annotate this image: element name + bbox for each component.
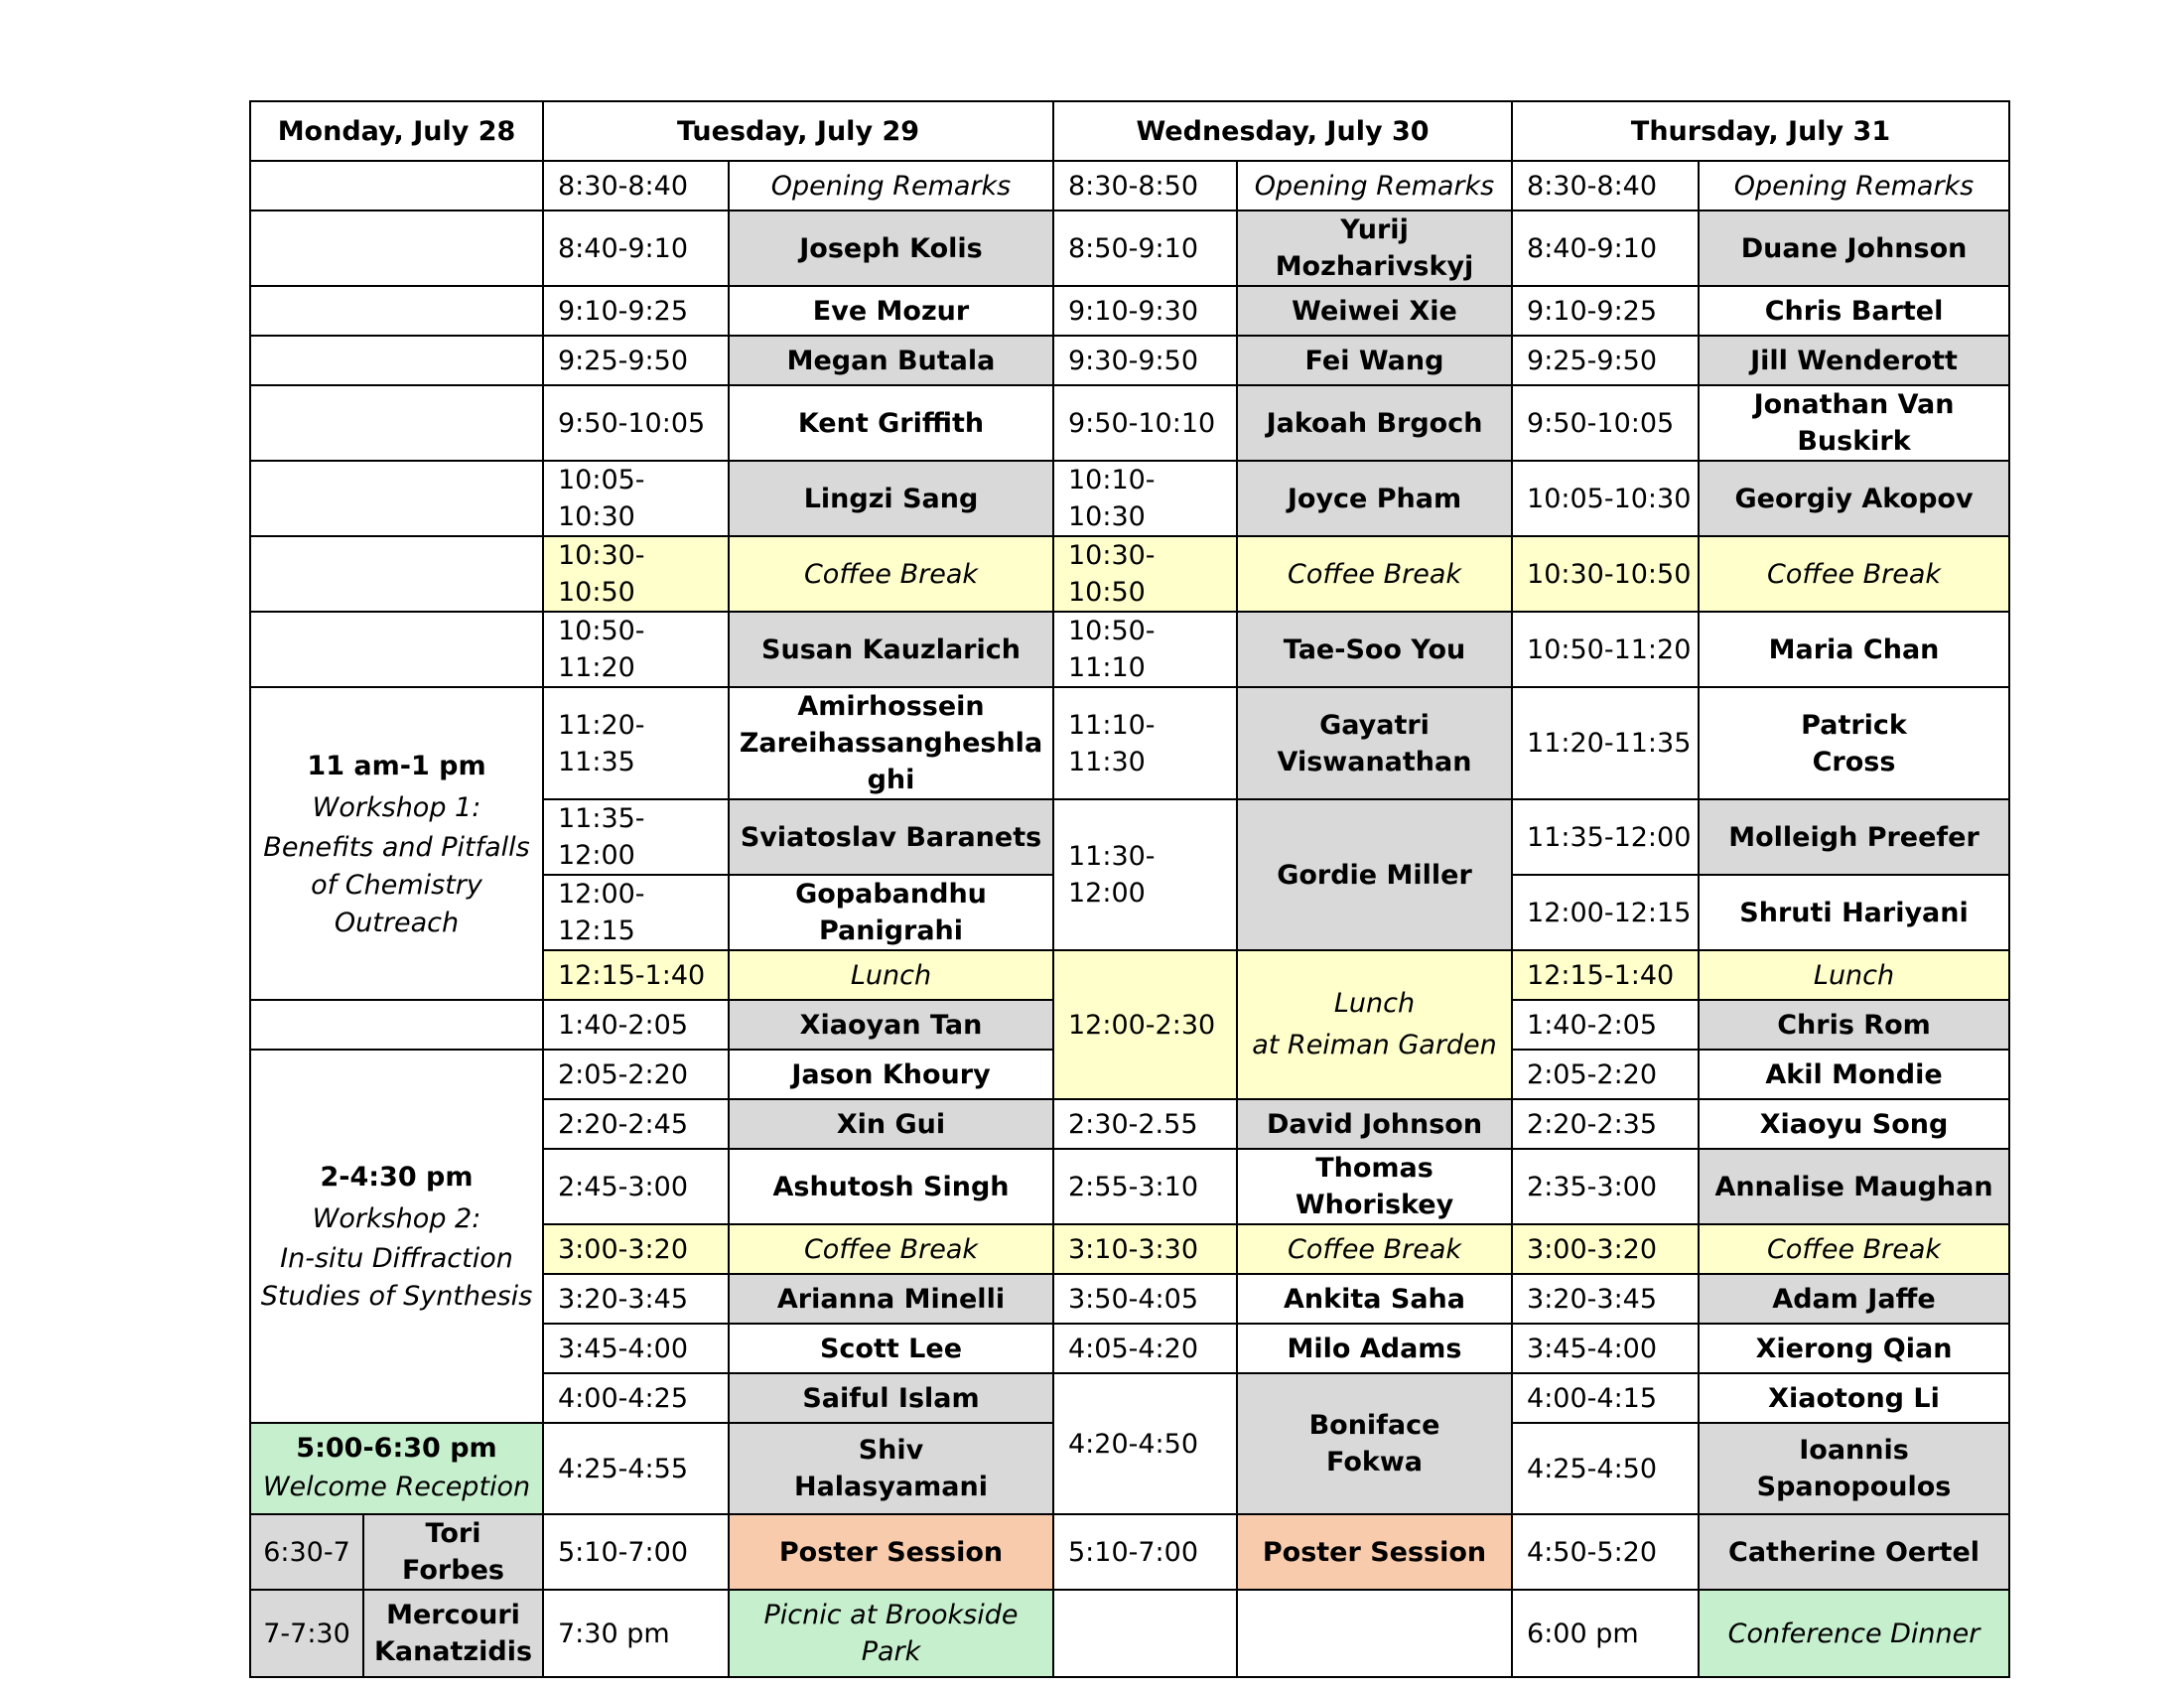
welcome-reception — [250, 1423, 543, 1514]
tue-time: 2:05-2:20 — [543, 1050, 729, 1099]
wed-time: 11:10-11:30 — [1053, 687, 1237, 799]
thu-time: 2:20-2:35 — [1512, 1099, 1699, 1149]
tue-time: 11:20-11:35 — [543, 687, 729, 799]
workshop-1-time: 11 am-1 pm — [307, 750, 486, 781]
tue-event: Joseph Kolis — [729, 211, 1053, 286]
workshop-2-line: In-situ Diffraction — [280, 1243, 513, 1274]
wed-event: Tae-Soo You — [1237, 612, 1512, 687]
tue-event: Scott Lee — [729, 1324, 1053, 1373]
tue-event: Gopabandhu Panigrahi — [729, 875, 1053, 950]
welcome-reception-time: 5:00-6:30 pm — [296, 1433, 497, 1464]
monday-evening-time: 7-7:30 — [250, 1590, 363, 1677]
tue-event — [729, 1423, 1053, 1514]
thu-time: 2:35-3:00 — [1512, 1149, 1699, 1224]
header-monday: Monday, July 28 — [250, 101, 543, 161]
tue-event: Kent Griffith — [729, 385, 1053, 461]
wed-speaker-first: Gayatri — [1319, 709, 1430, 741]
wed-time: 3:50-4:05 — [1053, 1274, 1237, 1324]
monday-empty-cell — [250, 336, 543, 385]
tue-time: 8:40-9:10 — [543, 211, 729, 286]
wed-lunch-line-1: Lunch — [1333, 988, 1416, 1019]
monday-speaker-first: Mercouri — [386, 1600, 520, 1630]
wed-event: Jakoah Brgoch — [1237, 385, 1512, 461]
thu-conference-dinner: Conference Dinner — [1699, 1590, 2009, 1677]
tue-time: 12:15-1:40 — [543, 950, 729, 1000]
thu-event: Opening Remarks — [1699, 161, 2009, 211]
tue-time: 3:00-3:20 — [543, 1224, 729, 1274]
tue-time: 8:30-8:40 — [543, 161, 729, 211]
thu-event: Chris Bartel — [1699, 286, 2009, 336]
monday-empty-cell — [250, 461, 543, 536]
tue-event: Ashutosh Singh — [729, 1149, 1053, 1224]
schedule-table — [249, 100, 2010, 1678]
tue-time: 3:45-4:00 — [543, 1324, 729, 1373]
tue-time: 4:00-4:25 — [543, 1373, 729, 1423]
monday-evening-speaker — [363, 1590, 543, 1677]
header-thursday: Thursday, July 31 — [1512, 101, 2009, 161]
thu-event: Xiaoyu Song — [1699, 1099, 2009, 1149]
tue-event: Susan Kauzlarich — [729, 612, 1053, 687]
workshop-1 — [250, 687, 543, 1000]
monday-empty-cell — [250, 385, 543, 461]
thu-time: 12:15-1:40 — [1512, 950, 1699, 1000]
thu-lunch: Lunch — [1699, 950, 2009, 1000]
thu-event: Xierong Qian — [1699, 1324, 2009, 1373]
tue-event: Saiful Islam — [729, 1373, 1053, 1423]
wed-event: Weiwei Xie — [1237, 286, 1512, 336]
tue-event: Lingzi Sang — [729, 461, 1053, 536]
wed-empty-cell — [1237, 1590, 1512, 1677]
workshop-1-line: Workshop 1: — [312, 791, 481, 823]
tue-speaker-first: Shiv — [858, 1435, 924, 1466]
wed-empty-cell — [1053, 1590, 1237, 1677]
thu-time: 12:00-12:15 — [1512, 875, 1699, 950]
thu-time: 1:40-2:05 — [1512, 1000, 1699, 1050]
wed-lunch-line-2: at Reiman Garden — [1252, 1030, 1497, 1060]
thu-time: 9:50-10:05 — [1512, 385, 1699, 461]
wed-time: 11:30-12:00 — [1053, 799, 1237, 950]
thu-event: Maria Chan — [1699, 612, 2009, 687]
thu-event: Catherine Oertel — [1699, 1514, 2009, 1590]
thu-speaker-first: Ioannis — [1799, 1435, 1909, 1466]
tue-event: Eve Mozur — [729, 286, 1053, 336]
thu-time: 4:50-5:20 — [1512, 1514, 1699, 1590]
wed-time: 2:30-2.55 — [1053, 1099, 1237, 1149]
thu-time: 3:20-3:45 — [1512, 1274, 1699, 1324]
tue-coffee-break: Coffee Break — [729, 536, 1053, 612]
tue-event: Xin Gui — [729, 1099, 1053, 1149]
workshop-1-line: of Chemistry — [311, 869, 482, 901]
tue-time: 10:05-10:30 — [543, 461, 729, 536]
monday-speaker-last: Kanatzidis — [373, 1636, 533, 1667]
thu-time: 9:25-9:50 — [1512, 336, 1699, 385]
tue-picnic: Picnic at Brookside Park — [729, 1590, 1053, 1677]
wed-event — [1237, 1373, 1512, 1514]
thu-coffee-break: Coffee Break — [1699, 536, 2009, 612]
monday-empty-cell — [250, 536, 543, 612]
workshop-2 — [250, 1050, 543, 1423]
tue-time: 1:40-2:05 — [543, 1000, 729, 1050]
header-tuesday: Tuesday, July 29 — [543, 101, 1053, 161]
wed-time: 10:50-11:10 — [1053, 612, 1237, 687]
tue-event: Arianna Minelli — [729, 1274, 1053, 1324]
thu-time: 10:50-11:20 — [1512, 612, 1699, 687]
thu-time: 11:20-11:35 — [1512, 687, 1699, 799]
wed-speaker-last: Viswanathan — [1277, 746, 1472, 777]
thu-event: Duane Johnson — [1699, 211, 2009, 286]
monday-evening-time: 6:30-7 — [250, 1514, 363, 1590]
tue-time: 10:50-11:20 — [543, 612, 729, 687]
tue-time: 10:30-10:50 — [543, 536, 729, 612]
tue-time: 2:20-2:45 — [543, 1099, 729, 1149]
thu-event: Jill Wenderott — [1699, 336, 2009, 385]
thu-event: Shruti Hariyani — [1699, 875, 2009, 950]
thu-event: Adam Jaffe — [1699, 1274, 2009, 1324]
tue-event — [729, 687, 1053, 799]
thu-time: 11:35-12:00 — [1512, 799, 1699, 875]
thu-time: 9:10-9:25 — [1512, 286, 1699, 336]
thu-speaker-last: Spanopoulos — [1756, 1472, 1952, 1502]
thu-event: Xiaotong Li — [1699, 1373, 2009, 1423]
wed-event: David Johnson — [1237, 1099, 1512, 1149]
thu-time: 2:05-2:20 — [1512, 1050, 1699, 1099]
thu-event: Annalise Maughan — [1699, 1149, 2009, 1224]
monday-empty-cell — [250, 1000, 543, 1050]
workshop-1-line: Outreach — [334, 907, 460, 938]
workshop-2-time: 2-4:30 pm — [320, 1162, 474, 1193]
tue-speaker-last: Zareihassangheshlaghi — [739, 728, 1043, 795]
monday-empty-cell — [250, 612, 543, 687]
wed-time: 4:05-4:20 — [1053, 1324, 1237, 1373]
wed-lunch — [1237, 950, 1512, 1099]
wed-time: 9:10-9:30 — [1053, 286, 1237, 336]
thu-event — [1699, 1423, 2009, 1514]
monday-empty-cell — [250, 211, 543, 286]
wed-event: Opening Remarks — [1237, 161, 1512, 211]
thu-time: 10:30-10:50 — [1512, 536, 1699, 612]
thu-event: Chris Rom — [1699, 1000, 2009, 1050]
workshop-2-line: Studies of Synthesis — [260, 1281, 533, 1312]
tue-event: Sviatoslav Baranets — [729, 799, 1053, 875]
thu-event: Akil Mondie — [1699, 1050, 2009, 1099]
thu-event — [1699, 687, 2009, 799]
header-wednesday: Wednesday, July 30 — [1053, 101, 1512, 161]
thu-time: 8:40-9:10 — [1512, 211, 1699, 286]
thu-speaker-first: Patrick — [1801, 709, 1907, 741]
wed-time: 2:55-3:10 — [1053, 1149, 1237, 1224]
wed-time: 3:10-3:30 — [1053, 1224, 1237, 1274]
tue-event: Jason Khoury — [729, 1050, 1053, 1099]
wed-event: Thomas Whoriskey — [1237, 1149, 1512, 1224]
thu-event: Molleigh Preefer — [1699, 799, 2009, 875]
wed-speaker-first: Boniface — [1308, 1410, 1440, 1441]
tue-time: 5:10-7:00 — [543, 1514, 729, 1590]
wed-event: Ankita Saha — [1237, 1274, 1512, 1324]
wed-coffee-break: Coffee Break — [1237, 536, 1512, 612]
wed-speaker-last: Fokwa — [1325, 1447, 1424, 1477]
tue-speaker-first: Amirhossein — [797, 691, 985, 722]
tue-poster-session: Poster Session — [729, 1514, 1053, 1590]
wed-time: 9:50-10:10 — [1053, 385, 1237, 461]
thu-time: 8:30-8:40 — [1512, 161, 1699, 211]
wed-time: 10:10-10:30 — [1053, 461, 1237, 536]
workshop-2-line: Workshop 2: — [312, 1203, 481, 1234]
thu-time: 10:05-10:30 — [1512, 461, 1699, 536]
thu-event: Jonathan Van Buskirk — [1699, 385, 2009, 461]
wed-event: Joyce Pham — [1237, 461, 1512, 536]
wed-time: 10:30-10:50 — [1053, 536, 1237, 612]
tue-event: Opening Remarks — [729, 161, 1053, 211]
wed-event: Fei Wang — [1237, 336, 1512, 385]
monday-empty-cell — [250, 161, 543, 211]
wed-event — [1237, 687, 1512, 799]
tue-lunch: Lunch — [729, 950, 1053, 1000]
wed-event: Yurij Mozharivskyj — [1237, 211, 1512, 286]
tue-time: 9:10-9:25 — [543, 286, 729, 336]
wed-time: 8:50-9:10 — [1053, 211, 1237, 286]
thu-event: Georgiy Akopov — [1699, 461, 2009, 536]
workshop-1-line: Benefits and Pitfalls — [263, 831, 530, 863]
tue-time: 9:50-10:05 — [543, 385, 729, 461]
tue-time: 4:25-4:55 — [543, 1423, 729, 1514]
tue-time: 3:20-3:45 — [543, 1274, 729, 1324]
tue-time: 7:30 pm — [543, 1590, 729, 1677]
tue-time: 12:00-12:15 — [543, 875, 729, 950]
thu-time: 4:00-4:15 — [1512, 1373, 1699, 1423]
wed-time: 4:20-4:50 — [1053, 1373, 1237, 1514]
thu-speaker-last: Cross — [1812, 746, 1896, 777]
tue-time: 9:25-9:50 — [543, 336, 729, 385]
tue-time: 2:45-3:00 — [543, 1149, 729, 1224]
wed-event: Gordie Miller — [1237, 799, 1512, 950]
thu-time: 4:25-4:50 — [1512, 1423, 1699, 1514]
wed-coffee-break: Coffee Break — [1237, 1224, 1512, 1274]
wed-poster-session: Poster Session — [1237, 1514, 1512, 1590]
wed-time: 12:00-2:30 — [1053, 950, 1237, 1099]
tue-event: Megan Butala — [729, 336, 1053, 385]
thu-time: 6:00 pm — [1512, 1590, 1699, 1677]
wed-event: Milo Adams — [1237, 1324, 1512, 1373]
wed-time: 9:30-9:50 — [1053, 336, 1237, 385]
monday-evening-speaker: Tori Forbes — [363, 1514, 543, 1590]
thu-time: 3:00-3:20 — [1512, 1224, 1699, 1274]
thu-time: 3:45-4:00 — [1512, 1324, 1699, 1373]
tue-time: 11:35-12:00 — [543, 799, 729, 875]
tue-event: Xiaoyan Tan — [729, 1000, 1053, 1050]
welcome-reception-label: Welcome Reception — [262, 1472, 531, 1502]
wed-time: 8:30-8:50 — [1053, 161, 1237, 211]
tue-speaker-last: Halasyamani — [793, 1472, 988, 1502]
tue-coffee-break: Coffee Break — [729, 1224, 1053, 1274]
monday-empty-cell — [250, 286, 543, 336]
wed-time: 5:10-7:00 — [1053, 1514, 1237, 1590]
thu-coffee-break: Coffee Break — [1699, 1224, 2009, 1274]
